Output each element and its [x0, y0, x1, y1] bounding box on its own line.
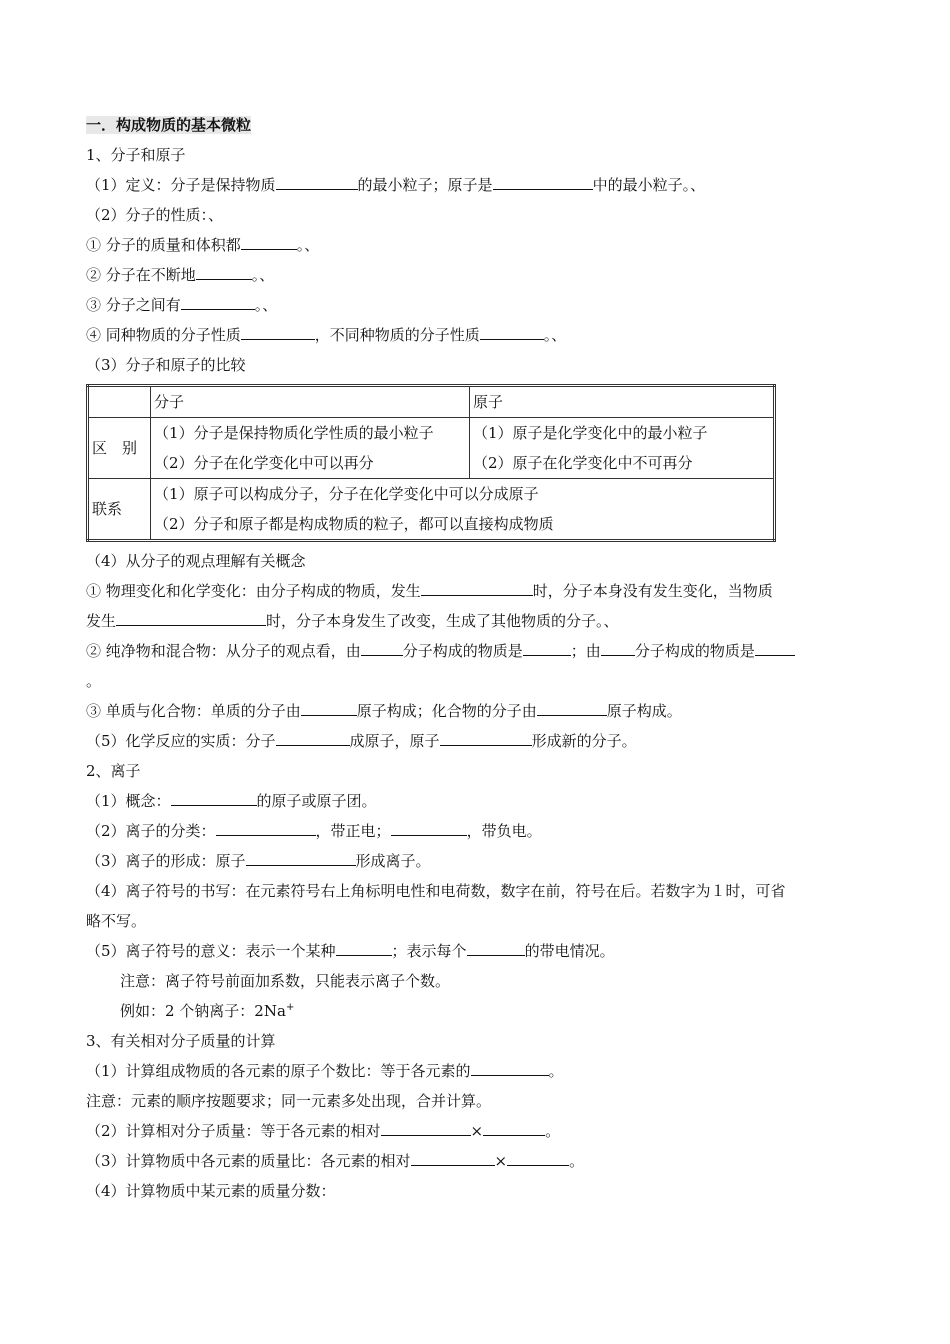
- ion-symbol-writing-2: 略不写。: [86, 912, 147, 930]
- comparison-heading: （3）分子和原子的比较: [86, 356, 246, 374]
- fill-blank[interactable]: [361, 638, 403, 656]
- ion-note: 注意：离子符号前面加系数，只能表示离子个数。: [120, 972, 451, 990]
- section-title: 一．构成物质的基本微粒: [86, 116, 252, 134]
- subsection-title: 2、离子: [86, 762, 141, 780]
- reaction-essence: （5）化学反应的实质：分子 成原子，原子 形成新的分子。: [86, 726, 866, 756]
- table-header-molecule: 分子: [151, 386, 470, 418]
- fill-blank[interactable]: [483, 1118, 545, 1136]
- fill-blank[interactable]: [241, 232, 297, 250]
- subsection-title: 1、分子和原子: [86, 146, 186, 164]
- concept-2-line-1: ② 纯净物和混合物：从分子的观点看，由 分子构成的物质是 ；由 分子构成的物质是: [86, 636, 866, 666]
- ion-concept: （1）概念： 的原子或原子团。: [86, 786, 866, 816]
- fill-blank[interactable]: [523, 638, 571, 656]
- calc-note: 注意：元素的顺序按题要求；同一元素多处出现，合并计算。: [86, 1092, 492, 1110]
- table-cell-molecule-diff: （1）分子是保持物质化学性质的最小粒子 （2）分子在化学变化中可以再分: [151, 418, 470, 479]
- property-1: ① 分子的质量和体积都 。、: [86, 230, 866, 260]
- subsection-title: 3、有关相对分子质量的计算: [86, 1032, 276, 1050]
- fill-blank[interactable]: [336, 938, 392, 956]
- fill-blank[interactable]: [301, 698, 357, 716]
- calc-atom-ratio: （1）计算组成物质的各元素的原子个数比：等于各元素的 。: [86, 1056, 866, 1086]
- fill-blank[interactable]: [276, 172, 358, 190]
- concepts-heading: （4）从分子的观点理解有关概念: [86, 552, 306, 570]
- table-label-relation: 联系: [88, 479, 151, 541]
- definition-line: （1）定义：分子是保持物质 的最小粒子；原子是 中的最小粒子。、: [86, 170, 866, 200]
- document-page: [86, 110, 866, 1206]
- calc-mass-fraction: （4）计算物质中某元素的质量分数：: [86, 1182, 336, 1200]
- table-row-relation: [88, 479, 775, 541]
- property-3: ③ 分子之间有 。、: [86, 290, 866, 320]
- concept-1-line-1: ① 物理变化和化学变化：由分子构成的物质，发生 时，分子本身没有发生变化，当物质: [86, 576, 866, 606]
- ion-example: 例如：2 个钠离子：2Na+: [120, 1002, 295, 1020]
- fill-blank[interactable]: [507, 1148, 569, 1166]
- table-header-row: [88, 386, 775, 418]
- fill-blank[interactable]: [196, 262, 252, 280]
- concept-1-line-2: 发生 时，分子本身发生了改变，生成了其他物质的分子。、: [86, 606, 866, 636]
- table-corner-cell: [88, 386, 151, 418]
- fill-blank[interactable]: [480, 322, 544, 340]
- fill-blank[interactable]: [493, 172, 593, 190]
- fill-blank[interactable]: [276, 728, 350, 746]
- fill-blank[interactable]: [411, 1148, 495, 1166]
- ion-classification: （2）离子的分类： ，带正电； ，带负电。: [86, 816, 866, 846]
- fill-blank[interactable]: [391, 818, 467, 836]
- fill-blank[interactable]: [216, 818, 316, 836]
- fill-blank[interactable]: [381, 1118, 471, 1136]
- ion-symbol-writing-1: （4）离子符号的书写：在元素符号右上角标明电性和电荷数，数字在前，符号在后。若数字为１时，可省: [86, 882, 786, 900]
- table-cell-relation: （1）原子可以构成分子，分子在化学变化中可以分成原子 （2）分子和原子都是构成物质的粒子，都可以直接构成物质: [151, 479, 775, 541]
- property-2: ② 分子在不断地 。、: [86, 260, 866, 290]
- fill-blank[interactable]: [246, 848, 356, 866]
- ion-formation: （3）离子的形成：原子 形成离子。: [86, 846, 866, 876]
- property-4: ④ 同种物质的分子性质 ，不同种物质的分子性质 。、: [86, 320, 866, 350]
- table-row-difference: [88, 418, 775, 479]
- fill-blank[interactable]: [440, 728, 532, 746]
- comparison-table: [86, 384, 776, 542]
- concept-2-line-2: 。: [86, 672, 102, 690]
- fill-blank[interactable]: [116, 608, 266, 626]
- fill-blank[interactable]: [755, 638, 795, 656]
- fill-blank[interactable]: [241, 322, 315, 340]
- calc-mass-ratio: （3）计算物质中各元素的质量比：各元素的相对 × 。: [86, 1146, 866, 1176]
- ion-symbol-meaning: （5）离子符号的意义：表示一个某种 ；表示每个 的带电情况。: [86, 936, 866, 966]
- fill-blank[interactable]: [471, 1058, 549, 1076]
- fill-blank[interactable]: [537, 698, 607, 716]
- fill-blank[interactable]: [601, 638, 635, 656]
- concept-3: ③ 单质与化合物：单质的分子由 原子构成；化合物的分子由 原子构成。: [86, 696, 866, 726]
- fill-blank[interactable]: [181, 292, 255, 310]
- table-header-atom: 原子: [469, 386, 774, 418]
- fill-blank[interactable]: [171, 788, 257, 806]
- table-label-difference: 区 别: [88, 418, 151, 479]
- calc-relative-mass: （2）计算相对分子质量：等于各元素的相对 × 。: [86, 1116, 866, 1146]
- fill-blank[interactable]: [421, 578, 533, 596]
- properties-heading: （2）分子的性质：、: [86, 206, 224, 224]
- table-cell-atom-diff: （1）原子是化学变化中的最小粒子 （2）原子在化学变化中不可再分: [469, 418, 774, 479]
- fill-blank[interactable]: [467, 938, 525, 956]
